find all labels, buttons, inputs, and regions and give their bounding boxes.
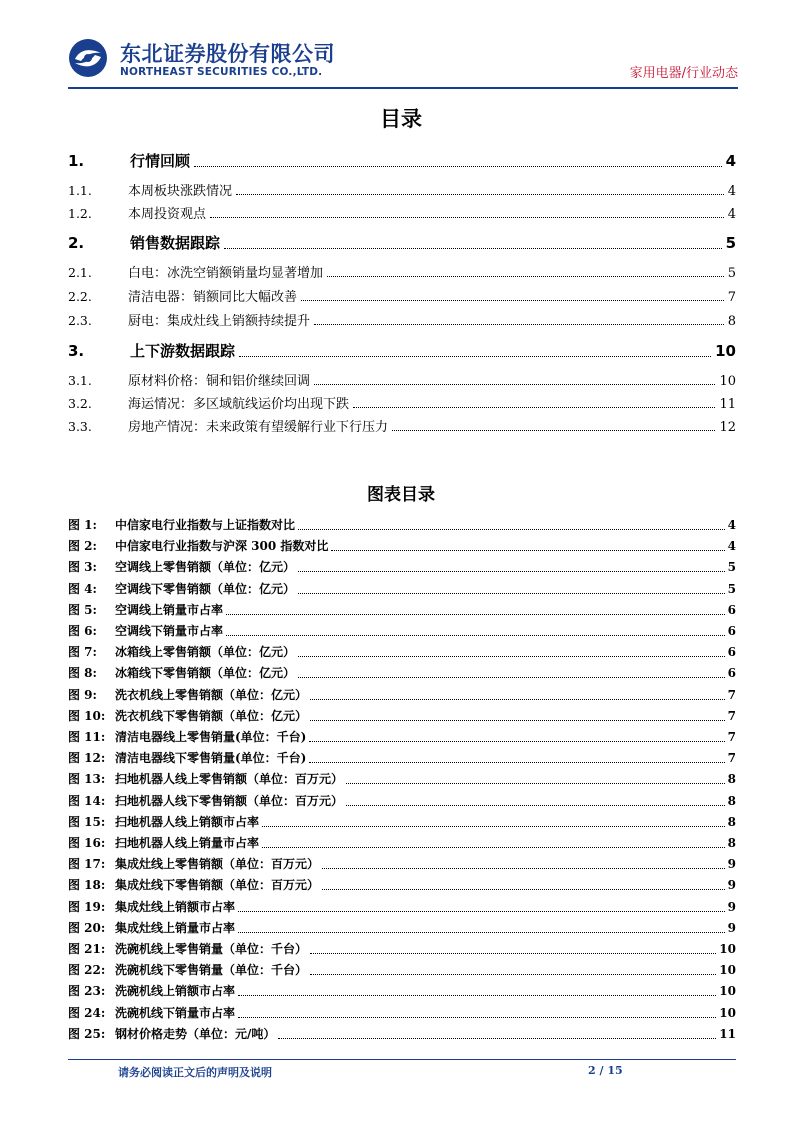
figure-entry-number: 图 23:: [68, 984, 106, 999]
figure-entry-number: 图 14:: [68, 793, 106, 808]
figure-entry-title: 集成灶线下零售销额（单位：百万元）: [115, 878, 320, 893]
toc-entry-number: 3.: [68, 342, 85, 360]
figure-entry-page: 8: [727, 793, 736, 808]
figure-entry-page: 5: [727, 560, 736, 575]
figure-entry[interactable]: [68, 855, 736, 872]
figure-entry-page: 6: [727, 624, 736, 638]
figure-entry[interactable]: [68, 876, 736, 893]
dot-leader: [236, 194, 724, 195]
toc-entry-page: 5: [725, 234, 736, 252]
figure-entry-number: 图 8:: [68, 666, 97, 681]
dot-leader: [239, 356, 711, 357]
figure-entry-title: 洗碗机线下零售销量（单位：千台）: [115, 963, 308, 978]
figure-entry-number: 图 18:: [68, 878, 106, 893]
figure-entry[interactable]: [68, 537, 736, 554]
figure-entry-title: 集成灶线上销额市占率: [115, 899, 236, 914]
figure-entry[interactable]: [68, 516, 736, 533]
figure-entry[interactable]: [68, 686, 736, 703]
figure-entry-title: 洗衣机线上零售销额（单位：亿元）: [115, 687, 308, 702]
footer-divider: [68, 1059, 736, 1060]
company-name-en: NORTHEAST SECURITIES CO.,LTD.: [120, 66, 323, 78]
figure-entry[interactable]: [68, 813, 736, 830]
dot-leader: [194, 166, 722, 167]
figure-entry[interactable]: [68, 1025, 736, 1042]
figure-entry-title: 洗碗机线上销额市占率: [115, 984, 236, 999]
toc-entry-title: 本周板块涨跌情况: [128, 184, 233, 199]
figure-entry[interactable]: [68, 643, 736, 660]
toc-entry[interactable]: [68, 232, 736, 253]
dot-leader: [314, 384, 715, 385]
figure-entry[interactable]: [68, 601, 736, 618]
toc-entry-page: 8: [727, 314, 736, 329]
figures-toc-title: 图表目录: [367, 485, 435, 505]
figure-entry-page: 8: [727, 836, 736, 850]
dot-leader: [346, 805, 725, 806]
toc-entry[interactable]: [68, 310, 736, 329]
toc-entry-page: 10: [719, 374, 736, 389]
figure-entry-page: 9: [727, 857, 736, 872]
dot-leader: [331, 550, 724, 551]
figure-entry-page: 8: [727, 814, 736, 829]
figure-entry[interactable]: [68, 664, 736, 681]
figure-entry-number: 图 25:: [68, 1026, 106, 1041]
figure-entry-number: 图 13:: [68, 772, 106, 787]
dot-leader: [262, 847, 725, 848]
page-header: [68, 34, 738, 84]
figure-entry[interactable]: [68, 834, 736, 851]
figure-entry-number: 图 2:: [68, 539, 97, 554]
dot-leader: [353, 407, 715, 408]
toc-entry-title: 清洁电器：销额同比大幅改善: [128, 290, 298, 305]
toc-entry-title: 上下游数据跟踪: [130, 342, 236, 360]
toc-entry-number: 3.1.: [68, 373, 92, 388]
dot-leader: [310, 720, 725, 721]
toc-entry-page: 10: [715, 342, 736, 360]
figure-entry-title: 扫地机器人线上零售销额（单位：百万元）: [115, 772, 344, 787]
figure-entry-title: 洗碗机线下销量市占率: [115, 1005, 236, 1020]
toc-entry[interactable]: [68, 340, 736, 361]
toc-entry[interactable]: [68, 180, 736, 199]
dot-leader: [224, 248, 722, 249]
dot-leader: [322, 868, 725, 869]
toc-entry[interactable]: [68, 416, 736, 435]
toc-entry-page: 12: [719, 420, 736, 435]
figure-entry-title: 清洁电器线下零售销量(单位：千台): [115, 751, 307, 766]
toc-entry-title: 白电：冰洗空销额销量均显著增加: [128, 266, 324, 281]
figure-entry-page: 9: [727, 899, 736, 914]
disclaimer-note: 请务必阅读正文后的声明及说明: [118, 1066, 272, 1079]
dot-leader: [392, 430, 715, 431]
toc-entry-number: 2.: [68, 234, 85, 252]
figure-entry-page: 7: [727, 708, 736, 723]
dot-leader: [301, 300, 724, 301]
figure-entry-number: 图 15:: [68, 814, 106, 829]
toc-entry[interactable]: [68, 393, 736, 412]
figure-entry-title: 清洁电器线上零售销量(单位：千台): [115, 730, 307, 744]
figure-entry[interactable]: [68, 792, 736, 809]
figure-entry-page: 10: [719, 963, 736, 978]
dot-leader: [309, 762, 724, 763]
toc-entry-title: 销售数据跟踪: [130, 234, 221, 252]
figure-entry-page: 10: [719, 1005, 736, 1020]
figure-entry[interactable]: [68, 919, 736, 936]
figure-entry-number: 图 22:: [68, 963, 106, 978]
dot-leader: [310, 953, 716, 954]
company-name-cn: 东北证券股份有限公司: [120, 42, 335, 66]
figure-entry-title: 集成灶线上销量市占率: [115, 920, 236, 935]
toc-entry-page: 4: [725, 152, 736, 170]
toc-entry-page: 5: [727, 266, 736, 281]
figure-entry-page: 10: [719, 942, 736, 956]
figure-entry-page: 6: [727, 602, 736, 617]
toc-entry-number: 2.1.: [68, 265, 92, 280]
figure-entry[interactable]: [68, 728, 736, 745]
toc-entry-number: 3.2.: [68, 396, 92, 411]
toc-entry[interactable]: [68, 203, 736, 222]
dot-leader: [262, 826, 725, 827]
toc-entry[interactable]: [68, 262, 736, 281]
figure-entry-page: 7: [727, 687, 736, 702]
figure-entry-title: 空调线下零售销额（单位：亿元）: [115, 581, 296, 596]
toc-entry-title: 房地产情况：未来政策有望缓解行业下行压力: [128, 420, 389, 435]
report-category: 家用电器/行业动态: [629, 66, 738, 81]
toc-entry-number: 1.1.: [68, 183, 92, 198]
figure-entry-page: 7: [727, 730, 736, 744]
toc-entry-number: 3.3.: [68, 419, 92, 434]
figure-entry-page: 10: [719, 984, 736, 999]
northeast-securities-logo-icon: [68, 38, 108, 78]
figure-entry-title: 空调线上零售销额（单位：亿元）: [115, 560, 296, 575]
figure-entry-number: 图 3:: [68, 560, 97, 575]
figure-entry-page: 5: [727, 581, 736, 596]
figure-entry-title: 冰箱线上零售销额（单位：亿元）: [115, 645, 296, 660]
figure-entry-page: 8: [727, 772, 736, 787]
dot-leader: [298, 593, 725, 594]
toc-entry-title: 行情回顾: [130, 152, 191, 170]
page-number: 2 / 15: [588, 1064, 623, 1077]
dot-leader: [322, 889, 725, 890]
dot-leader: [226, 635, 725, 636]
toc-entry-page: 7: [727, 290, 736, 305]
figure-entry-number: 图 16:: [68, 836, 106, 850]
figure-entry[interactable]: [68, 898, 736, 915]
dot-leader: [226, 614, 725, 615]
figure-entry-number: 图 11:: [68, 730, 106, 744]
figure-entry-title: 空调线上销量市占率: [115, 602, 224, 617]
figure-entry-title: 中信家电行业指数与沪深 300 指数对比: [115, 539, 329, 554]
header-divider: [68, 87, 738, 89]
toc-title: 目录: [380, 107, 422, 131]
figure-entry-number: 图 20:: [68, 920, 106, 935]
toc-entry-title: 原材料价格：铜和铝价继续回调: [128, 374, 311, 389]
figure-entry[interactable]: [68, 982, 736, 999]
toc-entry-title: 厨电：集成灶线上销额持续提升: [128, 314, 311, 329]
figure-entry-page: 11: [719, 1026, 736, 1041]
dot-leader: [298, 529, 725, 530]
figure-entry[interactable]: [68, 580, 736, 597]
figure-entry-number: 图 21:: [68, 942, 106, 956]
dot-leader: [314, 324, 724, 325]
figure-entry-page: 7: [727, 751, 736, 766]
dot-leader: [298, 656, 725, 657]
dot-leader: [298, 677, 725, 678]
figure-entry[interactable]: [68, 622, 736, 639]
dot-leader: [278, 1038, 716, 1039]
figure-entry[interactable]: [68, 940, 736, 957]
figure-entry[interactable]: [68, 1004, 736, 1021]
figure-entry-title: 钢材价格走势（单位：元/吨）: [115, 1026, 276, 1041]
figure-entry-page: 9: [727, 878, 736, 893]
dot-leader: [346, 783, 725, 784]
figure-entry-number: 图 12:: [68, 751, 106, 766]
figure-entry[interactable]: [68, 707, 736, 724]
dot-leader: [210, 217, 724, 218]
dot-leader: [238, 932, 725, 933]
figure-entry-page: 9: [727, 920, 736, 935]
figure-entry-title: 扫地机器人线下零售销额（单位：百万元）: [115, 793, 344, 808]
toc-entry-title: 本周投资观点: [128, 207, 207, 222]
toc-entry-page: 11: [719, 397, 736, 412]
dot-leader: [298, 571, 725, 572]
figure-entry-number: 图 10:: [68, 708, 106, 723]
toc-entry-number: 2.2.: [68, 289, 92, 304]
figure-entry-number: 图 5:: [68, 602, 97, 617]
figure-entry-number: 图 24:: [68, 1005, 106, 1020]
figure-entry-page: 6: [727, 645, 736, 660]
figure-entry-page: 6: [727, 666, 736, 681]
toc-entry[interactable]: [68, 150, 736, 171]
figure-entry[interactable]: [68, 558, 736, 575]
dot-leader: [327, 276, 724, 277]
figure-entry-number: 图 4:: [68, 581, 97, 596]
figure-entry-title: 冰箱线下零售销额（单位：亿元）: [115, 666, 296, 681]
figure-entry-title: 扫地机器人线上销量市占率: [115, 836, 260, 850]
dot-leader: [238, 1017, 716, 1018]
toc-entry[interactable]: [68, 370, 736, 389]
toc-entry-page: 4: [727, 184, 736, 199]
figure-entry-title: 集成灶线上零售销额（单位：百万元）: [115, 857, 320, 872]
figure-entry-title: 洗衣机线下零售销额（单位：亿元）: [115, 708, 308, 723]
toc-entry-number: 1.2.: [68, 206, 92, 221]
figure-entry-number: 图 19:: [68, 899, 106, 914]
dot-leader: [309, 741, 724, 742]
dot-leader: [310, 974, 716, 975]
figure-entry-title: 扫地机器人线上销额市占率: [115, 814, 260, 829]
toc-entry-title: 海运情况：多区域航线运价均出现下跌: [128, 397, 350, 412]
figure-entry-number: 图 6:: [68, 624, 97, 638]
toc-entry[interactable]: [68, 286, 736, 305]
figure-entry-number: 图 9:: [68, 687, 97, 702]
dot-leader: [238, 995, 716, 996]
toc-entry-number: 1.: [68, 152, 85, 170]
figure-entry-page: 4: [727, 539, 736, 554]
figure-entry-number: 图 17:: [68, 857, 106, 872]
figure-entry-number: 图 7:: [68, 645, 97, 660]
figure-entry-title: 空调线下销量市占率: [115, 624, 224, 638]
figure-entry[interactable]: [68, 749, 736, 766]
figure-entry-title: 中信家电行业指数与上证指数对比: [115, 518, 296, 532]
toc-entry-number: 2.3.: [68, 313, 92, 328]
figure-entry-page: 4: [727, 518, 736, 532]
toc-entry-page: 4: [727, 207, 736, 222]
figure-entry[interactable]: [68, 961, 736, 978]
figure-entry-number: 图 1:: [68, 518, 97, 532]
figure-entry-title: 洗碗机线上零售销量（单位：千台）: [115, 942, 308, 956]
dot-leader: [310, 699, 725, 700]
figure-entry[interactable]: [68, 770, 736, 787]
dot-leader: [238, 911, 725, 912]
